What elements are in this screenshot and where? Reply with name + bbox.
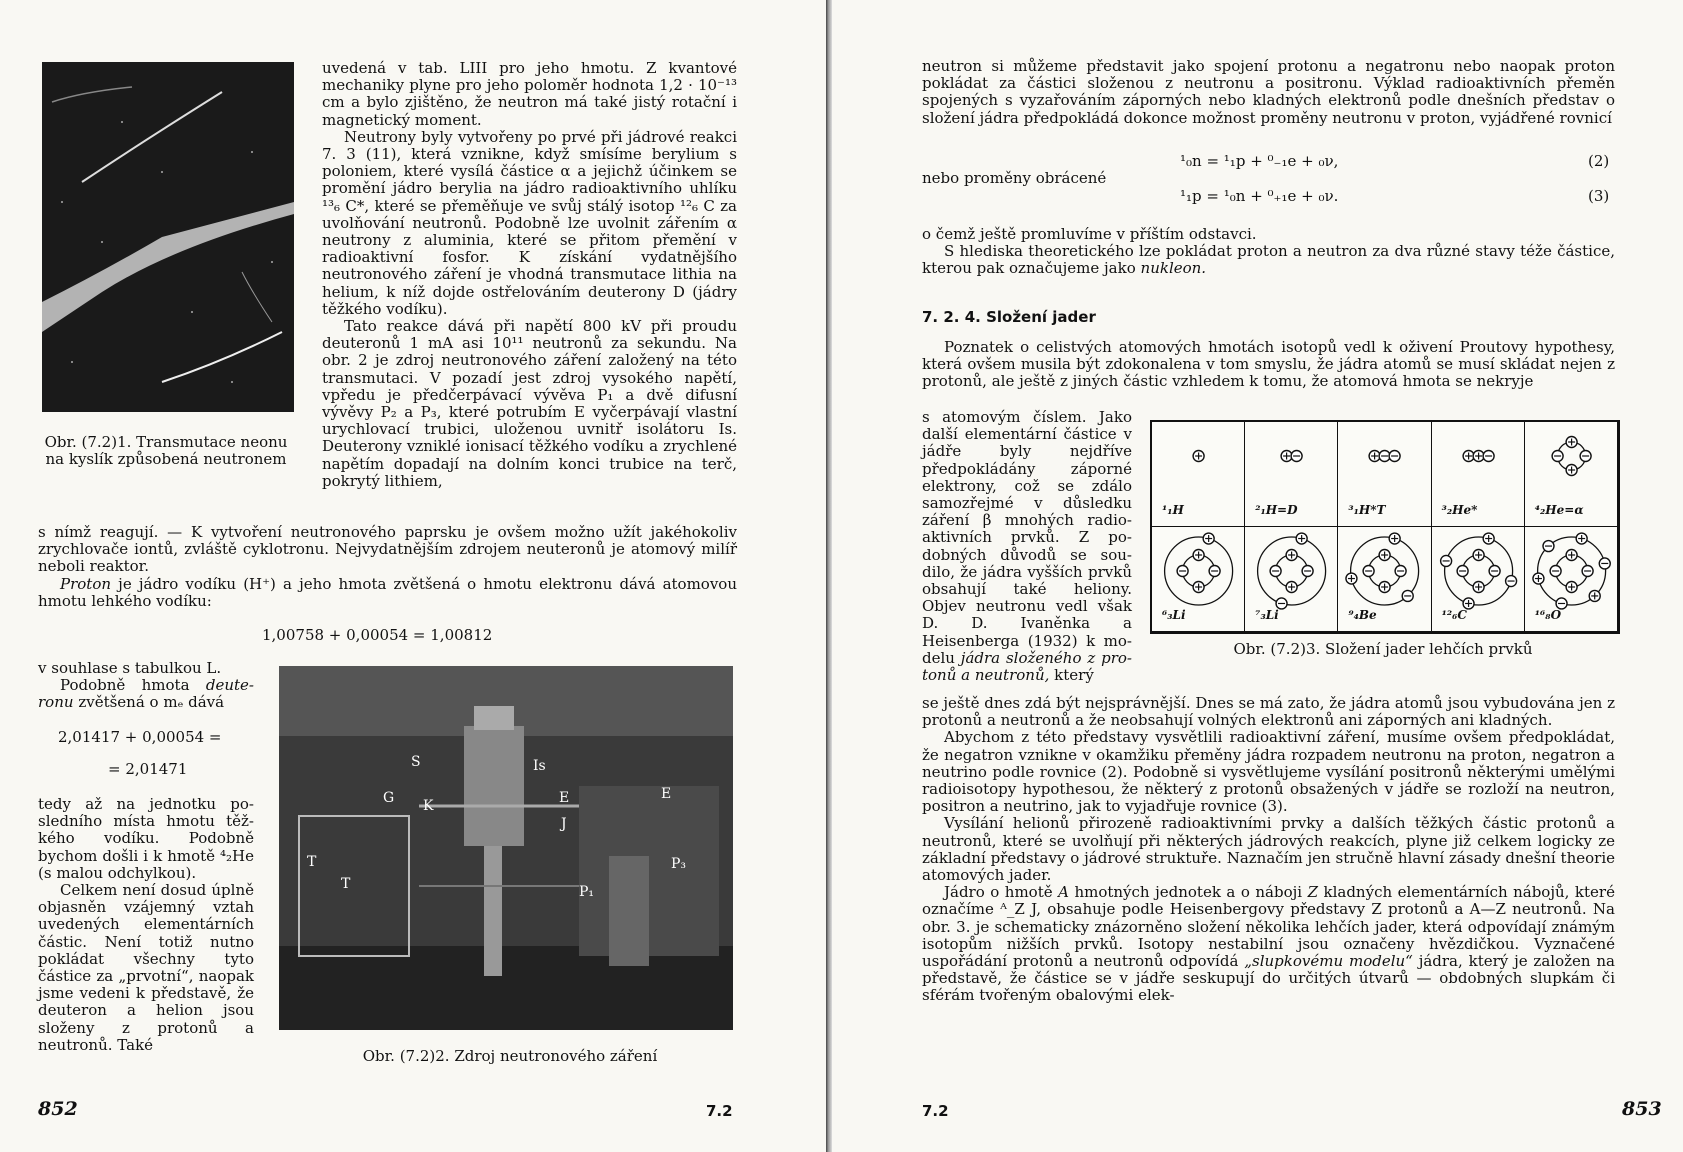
proton-text: je jádro vodíku (H⁺) a jeho hmota zvětšená o hmotu elektronu dává atomovou hmotu lehkého vodíku: [38,574,737,610]
equation-2: ¹₀n = ¹₁p + ⁰₋₁e + ₀ν, [1180,152,1339,170]
narrow-column-text-2 [38,796,254,1054]
text-run: jádra, který je založen na představě, že částice se v jádře seskupují do určitých útvarů — obdobných slupkám či sférám tvořeným obalovými elek- [922,952,1615,1005]
isotope-label: ¹₁H [1162,503,1184,517]
paragraph: Poznatek o celistvých atomových hmotách isotopů vedl k oživení Proutovy hypothesy, která ovšem musila být zdokonalena v tom smyslu, že jádra atomů se musí skládat nejen z protonů, ale ještě z jiných částic vzhledem k tomu, že atomová hmota se nekryje [922,338,1615,391]
paragraph [38,576,737,610]
page-number: 853 [1622,1098,1662,1120]
left-page [0,0,826,1152]
right-lower-text [922,695,1615,1005]
nucleon-term: nukleon. [1140,259,1207,278]
text-run: zvětšená o mₑ dává [78,693,225,712]
text-run: hmotných jednotek a o náboji [1074,883,1303,902]
narrow-column-text [38,660,254,712]
isotope-label: ¹⁶₈O [1534,608,1562,622]
text-run: který [1054,666,1094,685]
equation-label: nebo proměny obrácené [922,169,1107,187]
photo-label-e: E [559,790,570,806]
proton-term: Proton [60,574,112,593]
paragraph [38,677,254,711]
nucleus-cell-light [1245,422,1338,527]
left-column-text [322,60,737,490]
paragraph: Vysílání helionů přirozeně radioaktivními prvky a dalších těžkých částic protonů a neutronů, které se uvolňují při některých jádrových reakcích, plyne již celkem logicky ze základní představy o jádrové struktuře. Naznačím jen stručně hlavní zásady dnešní theorie atomových jader. [922,814,1615,885]
equation-deuteron-b: = 2,01471 [108,760,188,778]
right-narrow-text [922,409,1132,684]
equation-deuteron-a: 2,01417 + 0,00054 = [58,728,222,746]
isotope-label: ²₁H=D [1255,503,1298,517]
photo-label-is: Is [533,758,546,774]
nucleus-cell-shell [1245,527,1338,632]
paragraph: se ještě dnes zdá být nejsprávnější. Dnes se má zato, že jádra atomů jsou vybudována jen z protonů a neutronů a že neobsahují volných elektronů ani záporných ani kladných. [922,694,1615,730]
text-run: S hlediska theoretického lze pokládat proton a neutron za dva různé stavy téže částice, kterou pak označujeme jako [922,242,1615,278]
photo-label-t: T [341,876,351,892]
model-term: jádra složeného z protonů a neutronů, [922,648,1132,685]
section-marker: 7.2 [922,1102,949,1120]
paragraph [922,884,1615,1004]
laboratory-apparatus [279,666,733,1030]
page-number: 852 [38,1098,78,1120]
photo-label-k: K [423,798,434,814]
isotope-label: ³₁H*T [1348,503,1386,517]
text-run: s atomovým číslem. Jako další elementární částice v jádře byly nejdříve předpokládány záporné elektrony, což se zdálo samozřejmé v důsledku záření β mnohých radioaktivních prvků. Z podobných důvodů se soudilo, že jádra vyšších prvků obsahují také heliony. Objev neutronu vedl však D. D. Ivaněnka a Heisenberga (1932) k modelu [922,408,1132,667]
section-heading: 7. 2. 4. Složení jader [922,308,1096,326]
isotope-label: ⁹₄Be [1348,608,1377,622]
photo-label-s: S [411,754,421,770]
paragraph: Neutrony byly vytvořeny po prvé při jádrové reakci 7. 3 (11), která vznikne, když smísíme berylium s poloniem, které vysílá částice α a jejichž účinkem se promění jádro berylia na jádro radioaktivního uhlíku ¹³₆ C*, které se přeměňuje ve svůj stálý isotop ¹²₆ C za uvolňování neutronů. Podobně lze uvolnit zářením α neutrony z aluminia, které se přitom přemění v radioaktivní fosfor. K získání vydatnějšího neutronového záření je vhodná transmutace lithia na helium, k níž dojde ostřelováním deuterony D (jádry těžkého vodíku). [322,127,737,318]
nucleus-cell-shell [1525,527,1618,632]
isotope-label: ⁷₃Li [1255,608,1279,622]
paragraph: uvedená v tab. LIII pro jeho hmotu. Z kvantové mechaniky plyne pro jeho poloměr hodnota 1,2 · 10⁻¹³ cm a bylo zjištěno, že neutron má také jistý rotační i magnetický moment. [322,59,737,129]
equation-proton-mass: 1,00758 + 0,00054 = 1,00812 [262,626,493,644]
outer-shell-ring [1258,537,1326,605]
right-page [832,0,1683,1152]
nucleus-cell-light [1525,422,1618,527]
right-top-text [922,58,1615,127]
deuteron-term: deuteronu [38,676,254,712]
isotope-label: ⁴₂He=α [1534,503,1584,517]
paragraph: o čemž ještě promluvíme v příštím odstavci. [922,225,1257,243]
outer-shell-ring [1444,537,1512,605]
photo-label-g: G [383,790,395,806]
fig1-caption: Obr. (7.2)1. Transmutace neonu na kyslík způsobená neutronem [44,433,288,468]
isotope-label: ³₂He* [1441,503,1478,517]
paragraph [922,243,1615,277]
isotope-label: ¹²₆C [1441,608,1467,622]
fig2-neutron-source-photo [279,666,733,1030]
shell-model-term: „slupkovému modelu“ [1244,952,1413,971]
equation-3-number: (3) [1588,187,1610,205]
fig1-cloud-chamber-photo [42,62,294,412]
photo-label-e: E [661,786,672,802]
right-text-after-eq [922,226,1615,278]
nucleus-cell-light [1338,422,1431,527]
paragraph: tedy až na jednotku posledního místa hmotu těžkého vodíku. Podobně bychom došli i k hmotě ⁴₂He (s malou odchylkou). [38,795,254,882]
fig3-caption: Obr. (7.2)3. Složení jader lehčích prvků [1233,640,1533,658]
paragraph: s nímž reagují. — K vytvoření neutronového paprsku je ovšem možno užít jakéhokoliv zrychlovače iontů, zvláště cyklotronu. Nejvydatnějším zdrojem neuteronů je atomový milíř neboli reaktor. [38,523,737,576]
equation-2-number: (2) [1588,152,1610,170]
text-run: Podobně hmota [60,676,190,695]
variable-Z: Z [1307,883,1318,902]
right-composition-text [922,339,1615,391]
nucleus-cell-shell [1338,527,1431,632]
equation-3: ¹₁p = ¹₀n + ⁰₊₁e + ₀ν. [1180,187,1339,205]
fig3-nuclei-diagram [1150,420,1620,634]
isotope-label: ⁶₃Li [1162,608,1186,622]
outer-shell-ring [1165,537,1233,605]
text-run: kladných elementárních nábojů, které označíme ᴬ_Z J, obsahuje podle Heisenbergovy představy Z protonů a A—Z neutronů. Na obr. 3. je schematicky znázorněno složení několika lehčích jader, která odpovídají známým isotopům nižších prvků. Isotopy nestabilní jsou označeny hvězdičkou. Vyznačené uspořádání protonů a neutronů odpovídá [922,883,1615,971]
text-run: Jádro o hmotě [944,883,1053,902]
cloud-chamber-tracks [42,62,294,412]
photo-label-p1: P₁ [579,884,595,900]
paragraph: Celkem není dosud úplně objasněn vzájemný vztah uvedených elementárních částic. Není totiž nutno pokládat všechny tyto částice za „prvotní“, naopak jsme vedeni k představě, že deuteron a helion jsou složeny z protonů a neutronů. Také [38,881,254,1054]
paragraph: v souhlase s tabulkou L. [38,659,222,677]
nucleus-cell-light [1152,422,1245,527]
photo-label-t: T [307,854,317,870]
full-width-text [38,524,737,610]
paragraph: Tato reakce dává při napětí 800 kV při proudu deuteronů 1 mA asi 10¹¹ neutronů za sekundu. Na obr. 2 je zdroj neutronového záření založený na této transmutaci. V pozadí jest zdroj vysokého napětí, vpředu je předčerpávací vývěva P₁ a dvě difusní vývěvy P₂ a P₃, které potrubím E vyčerpávají vlastní urychlovací trubici, uloženou uvnitř isolátoru Is. Deuterony vzniklé ionisací těžkého vodíku a zrychlené napětím dopadají na dolním konci trubice na terč, pokrytý lithiem, [322,317,737,490]
nucleus-cell-light [1432,422,1525,527]
variable-A: A [1058,883,1069,902]
paragraph [922,409,1132,684]
paragraph: Abychom z této představy vysvětlili radioaktivní záření, musíme ovšem předpokládat, že negatron vznikne v okamžiku přeměny jádra rozpadem neutronu na proton, negatron a neutrino podle rovnice (2). Podobně si vysvětlujeme vysílání positronů některými umělými radioisotopy hypothesou, že některý z protonů obsažených v jádře se rozloží na neutron, positron a neutrino, jak to vyjadřuje rovnice (3). [922,728,1615,816]
fig2-caption: Obr. (7.2)2. Zdroj neutronového záření [362,1047,658,1065]
nucleus-cell-shell [1152,527,1245,632]
nucleus-cell-shell [1432,527,1525,632]
photo-label-j: J [561,816,567,832]
section-marker: 7.2 [706,1102,733,1120]
photo-label-p3: P₃ [671,856,687,872]
paragraph: neutron si můžeme představit jako spojení protonu a negatronu nebo naopak proton pokládat za částici složenou z neutronu a positronu. Výklad radioaktivních přeměn spojených s vyzařováním záporných nebo kladných elektronů podle dnešních představ o složení jádra předpokládá dokonce možnost proměny neutronu v proton, vyjádřené rovnicí [922,57,1615,127]
